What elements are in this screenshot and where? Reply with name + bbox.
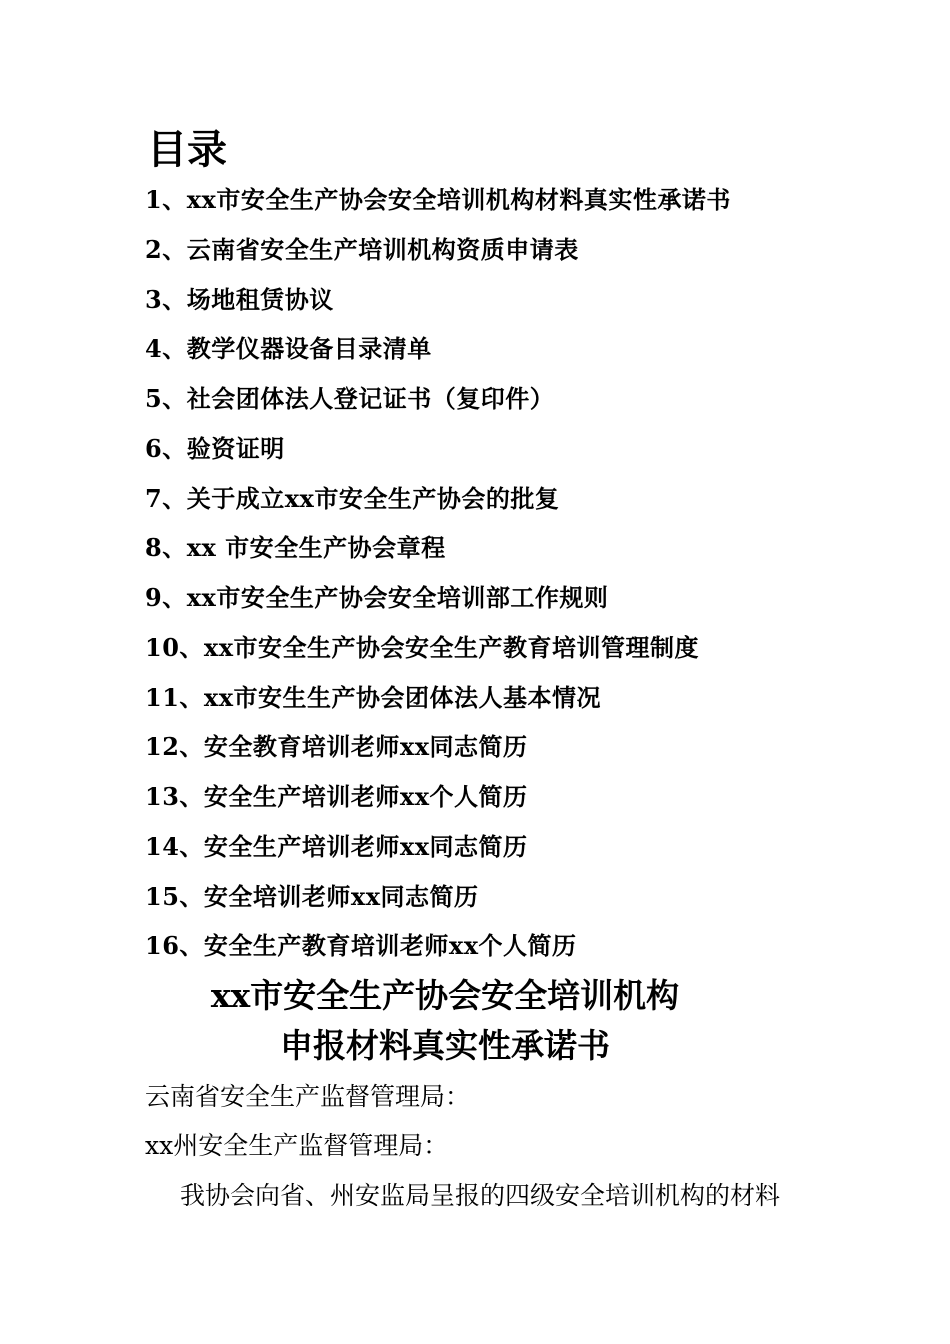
recipient-prefectural: xx州安全生产监督管理局： [145,1131,449,1160]
toc-item: 6、验资证明 [145,433,285,463]
body-paragraph: 我协会向省、州安监局呈报的四级安全培训机构的材料 [180,1181,781,1210]
toc-item: 13、安全生产培训老师xx个人简历 [145,782,528,811]
toc-item: 11、xx市安生生产协会团体法人基本情况 [145,682,602,712]
toc-item: 1、xx市安全生产协会安全培训机构材料真实性承诺书 [145,185,731,214]
toc-item: 3、场地租赁协议 [145,284,334,314]
toc-item: 4、教学仪器设备目录清单 [145,334,432,364]
toc-item: 16、安全生产教育培训老师xx个人简历 [145,931,577,961]
toc-item: 14、安全生产培训老师xx同志简历 [145,831,528,861]
toc-item: 10、xx市安全生产协会安全生产教育培训管理制度 [145,632,700,662]
toc-list [145,178,925,974]
toc-item: 9、xx市安全生产协会安全培训部工作规则 [145,583,609,612]
toc-item: 8、xx 市安全生产协会章程 [145,533,446,563]
toc-item: 2、云南省安全生产培训机构资质申请表 [145,234,579,264]
toc-item: 7、关于成立xx市安全生产协会的批复 [145,483,560,513]
recipient-provincial: 云南省安全生产监督管理局： [145,1082,471,1111]
toc-title: 目录 [147,127,227,173]
toc-item: 5、社会团体法人登记证书（复印件） [145,384,555,413]
toc-item: 12、安全教育培训老师xx同志简历 [145,732,528,762]
document-heading-line1: xx市安全生产协会安全培训机构 [210,976,680,1015]
toc-item: 15、安全培训老师xx同志简历 [145,881,479,911]
document-heading-line2: 申报材料真实性承诺书 [280,1026,610,1065]
